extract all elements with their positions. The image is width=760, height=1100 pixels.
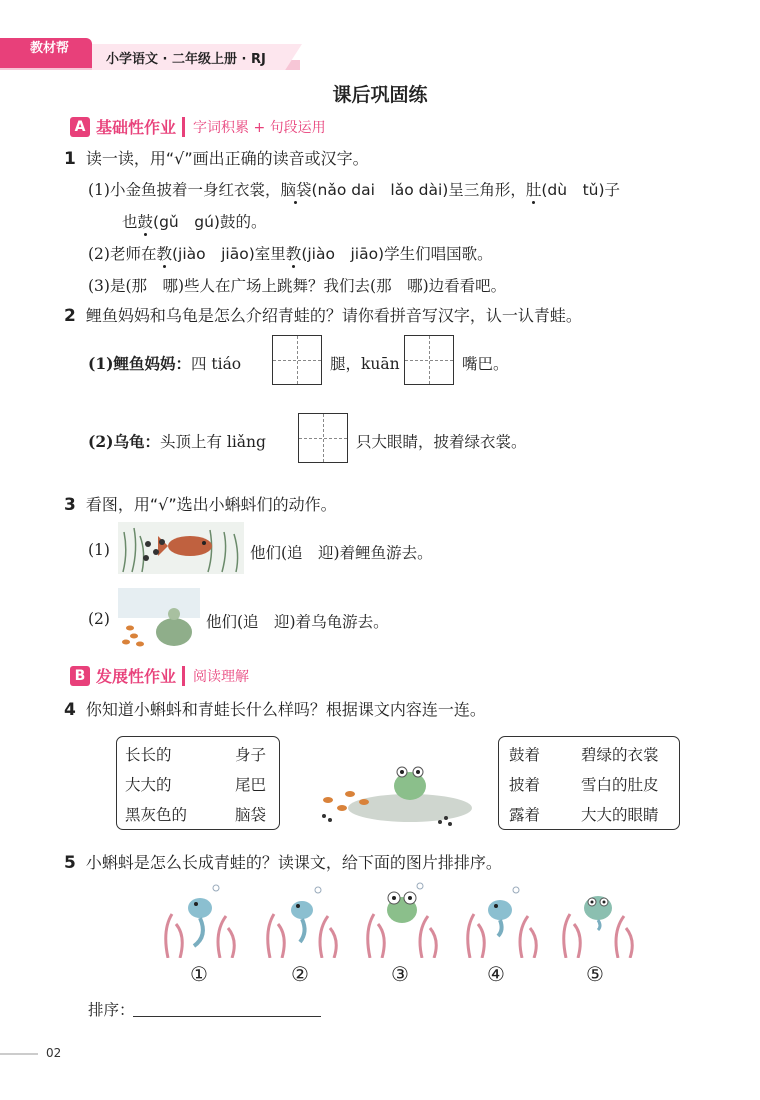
section-b-title: 发展性作业 xyxy=(96,667,177,686)
page-title: 课后巩固练 xyxy=(332,84,428,106)
stage-label-3: ③ xyxy=(391,962,409,986)
frog-and-tadpoles-illustration xyxy=(300,738,480,830)
left-noun-1[interactable]: 身子 xyxy=(235,746,267,764)
question-1 xyxy=(64,146,369,169)
q1-line-3 xyxy=(88,242,493,264)
q1-jiao2-options[interactable]: (jiào jiāo) xyxy=(301,245,385,263)
q1-prompt: 读一读，用“√”画出正确的读音或汉字。 xyxy=(85,149,369,168)
q2-item2-pre: 头顶上有 liǎng xyxy=(159,433,266,451)
q1-jiao1-options[interactable]: (jiào jiāo) xyxy=(171,245,255,263)
question-5 xyxy=(64,850,502,873)
q3-number: 3 xyxy=(64,495,76,515)
q1-gu-options[interactable]: (gǔ gú) xyxy=(153,213,220,231)
page-number: 02 xyxy=(46,1046,62,1060)
section-b-badge: B xyxy=(70,666,90,686)
left-adj-1[interactable]: 长长的 xyxy=(125,746,172,764)
q1-line-4[interactable]: (3)是(那 哪)些人在广场上跳舞？我们去(那 哪)边看看吧。 xyxy=(88,277,507,295)
q1-gu: 鼓 xyxy=(137,213,154,231)
growth-stage-picture-5 xyxy=(558,880,638,958)
stage-label-2: ② xyxy=(291,962,309,986)
q3-item2-label: (2) xyxy=(88,610,110,628)
q1-naodai-options[interactable]: (nǎo dai lǎo dài) xyxy=(311,181,449,199)
growth-stage-picture-1 xyxy=(160,880,240,958)
q1-number: 1 xyxy=(64,149,76,169)
book-title: 小学语文 · 二年级上册 · RJ xyxy=(106,52,266,67)
q3-item2-text[interactable]: 他们(追 迎)着乌龟游去。 xyxy=(206,613,389,631)
q1-line2-pre: 也 xyxy=(122,213,138,231)
right-phrase-2[interactable]: 雪白的肚皮 xyxy=(581,776,659,794)
q2-prompt: 鲤鱼妈妈和乌龟是怎么介绍青蛙的？请你看拼音写汉字，认一认青蛙。 xyxy=(85,306,582,325)
q2-item2-label: (2)乌龟： xyxy=(88,432,160,451)
q2-item1-pre: 四 tiáo xyxy=(190,355,242,373)
q1-line3-end: 学生们唱国歌。 xyxy=(384,245,493,263)
frog-features-box xyxy=(498,736,680,830)
left-adj-3[interactable]: 黑灰色的 xyxy=(125,806,188,824)
right-phrase-1[interactable]: 碧绿的衣裳 xyxy=(581,746,659,764)
right-verb-3[interactable]: 露着 xyxy=(509,806,541,824)
left-adj-2[interactable]: 大大的 xyxy=(125,776,172,794)
q1-line1-end: 子 xyxy=(604,181,621,199)
q1-line3-mid: 室里 xyxy=(254,245,286,263)
q1-line1-pre: (1)小金鱼披着一身红衣裳， xyxy=(88,181,281,199)
q4-prompt: 你知道小蝌蚪和青蛙长什么样吗？根据课文内容连一连。 xyxy=(85,700,486,719)
writing-box-tiao[interactable] xyxy=(272,335,322,385)
q3-item1-text[interactable]: 他们(追 迎)着鲤鱼游去。 xyxy=(250,544,433,562)
q2-number: 2 xyxy=(64,306,76,326)
order-answer-line[interactable] xyxy=(133,1016,321,1017)
q1-naodai: 脑袋 xyxy=(280,181,312,199)
footer-line xyxy=(0,1053,38,1055)
q3-item1-label: (1) xyxy=(88,541,110,559)
q3-prompt: 看图，用“√”选出小蝌蚪们的动作。 xyxy=(85,495,337,514)
question-3 xyxy=(64,492,337,515)
left-noun-3[interactable]: 脑袋 xyxy=(235,806,267,824)
section-a-heading xyxy=(70,115,326,138)
q1-du-options[interactable]: (dù tǔ) xyxy=(541,181,605,199)
order-label: 排序： xyxy=(88,1001,135,1019)
section-a-badge: A xyxy=(70,117,90,137)
growth-stage-picture-3 xyxy=(362,880,442,958)
brand-tag: 教材帮 xyxy=(0,38,92,68)
right-phrase-3[interactable]: 大大的眼睛 xyxy=(581,806,659,824)
growth-stage-picture-4 xyxy=(462,880,542,958)
q1-line1-mid: 呈三角形， xyxy=(448,181,526,199)
q1-line-2 xyxy=(122,210,266,232)
q5-prompt: 小蝌蚪是怎么长成青蛙的？读课文，给下面的图片排排序。 xyxy=(85,853,502,872)
tadpole-features-box xyxy=(116,736,280,830)
q2-item1-label: (1)鲤鱼妈妈： xyxy=(88,354,191,373)
left-noun-2[interactable]: 尾巴 xyxy=(235,776,267,794)
q1-jiao-1: 教 xyxy=(156,245,172,263)
growth-stage-picture-2 xyxy=(262,880,342,958)
q4-number: 4 xyxy=(64,700,76,720)
section-b-subtitle: 阅读理解 xyxy=(182,666,249,686)
section-a-subtitle: 字词积累 + 句段运用 xyxy=(182,117,326,137)
q5-number: 5 xyxy=(64,853,76,873)
section-a-title: 基础性作业 xyxy=(96,118,177,137)
q2-item1-end: 嘴巴。 xyxy=(462,355,509,373)
right-verb-1[interactable]: 鼓着 xyxy=(509,746,541,764)
q2-item1-mid: 腿，kuān xyxy=(330,355,400,373)
q2-item-1 xyxy=(88,352,241,374)
stage-label-5: ⑤ xyxy=(586,962,604,986)
q1-line-1 xyxy=(88,178,620,200)
q1-jiao-2: 教 xyxy=(285,245,302,263)
tadpoles-meeting-turtle-illustration xyxy=(118,588,200,650)
q2-item-2 xyxy=(88,430,266,452)
q1-line2-end: 鼓的。 xyxy=(219,213,267,231)
question-4 xyxy=(64,697,486,720)
section-b-heading xyxy=(70,664,249,687)
writing-box-liang[interactable] xyxy=(298,413,348,463)
stage-label-4: ④ xyxy=(487,962,505,986)
q2-item2-end: 只大眼睛，披着绿衣裳。 xyxy=(356,433,527,451)
tadpoles-chasing-carp-illustration xyxy=(118,522,244,574)
stage-label-1: ① xyxy=(190,962,208,986)
question-2 xyxy=(64,303,582,326)
writing-box-kuan[interactable] xyxy=(404,335,454,385)
q1-line3-pre: (2)老师在 xyxy=(88,245,157,263)
right-verb-2[interactable]: 披着 xyxy=(509,776,541,794)
q1-du: 肚 xyxy=(525,181,542,199)
